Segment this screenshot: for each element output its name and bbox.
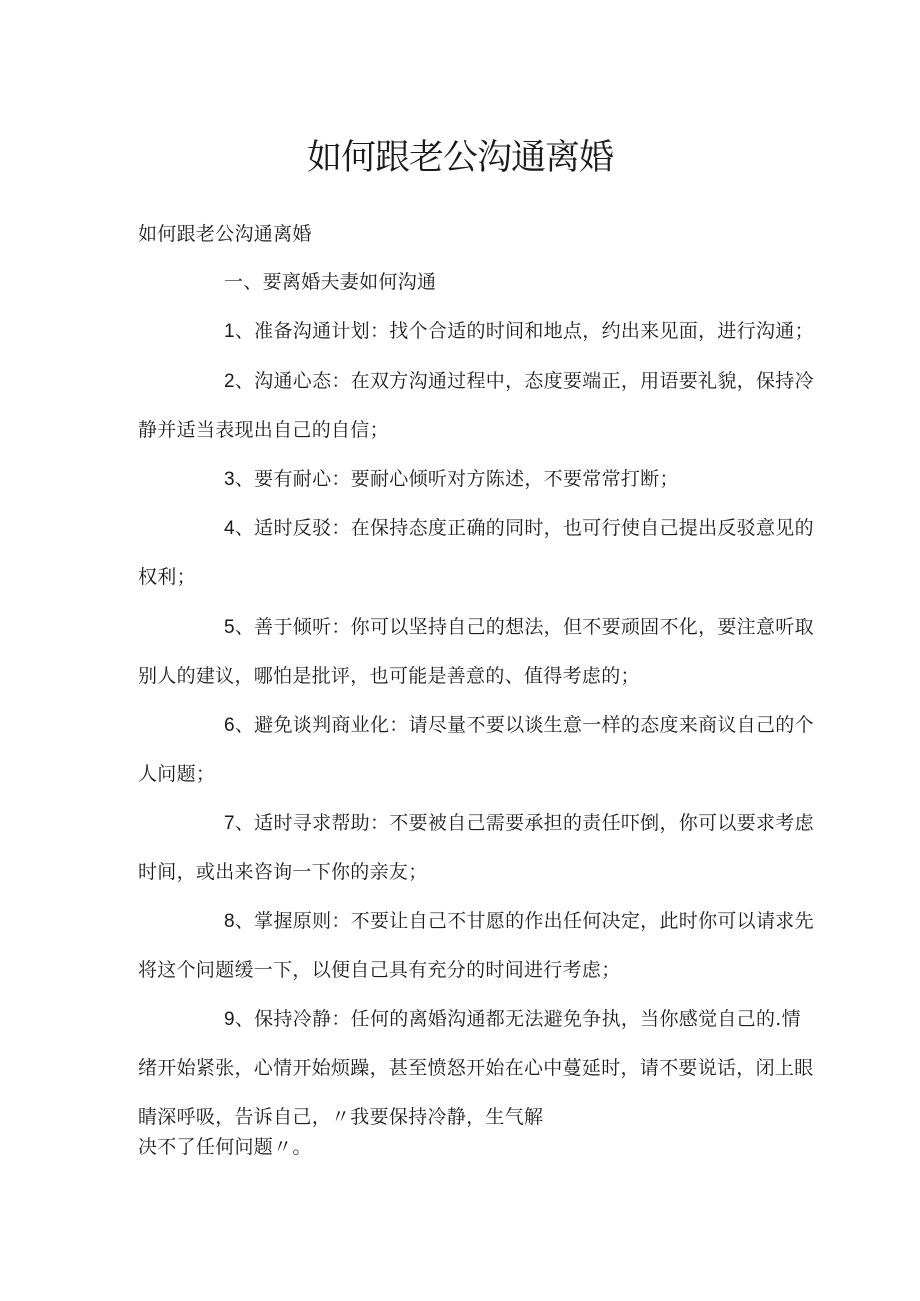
list-item-line: [224, 711, 814, 740]
list-item-line: 睛深呼吸，告诉自己，〃我要保持冷静，生气解: [138, 1106, 544, 1128]
list-item-line: [224, 514, 814, 543]
list-item-line: [224, 1005, 801, 1034]
item-text: 、沟通心态：在双方沟通过程中，态度要端正，用语要礼貌，保持冷: [234, 370, 814, 392]
item-number: 4: [224, 518, 235, 539]
list-item-line: 绪开始紧张，心情开始烦躁，甚至愤怒开始在心中蔓延时，请不要说话，闭上眼: [138, 1057, 814, 1079]
list-item-line: 决不了任何问题〃。: [138, 1136, 312, 1158]
item-number: 5: [224, 617, 235, 638]
item-text: 、要有耐心：要耐心倾听对方陈述，不要常常打断；: [234, 468, 679, 490]
item-number: 7: [224, 813, 235, 834]
item-text: 、适时寻求帮助：不要被自己需要承担的责任吓倒，你可以要求考虑: [234, 812, 814, 834]
list-item-line: 静并适当表现出自己的自信；: [138, 419, 389, 441]
item-text: 、善于倾听：你可以坚持自己的想法，但不要顽固不化，要注意听取: [234, 616, 814, 638]
section-heading: 一、要离婚夫妻如何沟通: [224, 271, 437, 293]
list-item-line: [224, 613, 814, 642]
item-text: 、保持冷静：任何的离婚沟通都无法避免争执，当你感觉自己的.情: [234, 1008, 801, 1030]
item-number: 9: [224, 1009, 235, 1030]
list-item-line: 时间，或出来咨询一下你的亲友；: [138, 861, 428, 883]
list-item-line: [224, 465, 679, 494]
list-item-line: 人问题；: [138, 763, 216, 785]
item-number: 6: [224, 715, 235, 736]
list-item-line: 将这个问题缓一下，以便自己具有充分的时间进行考虑；: [138, 959, 621, 981]
list-item-line: [224, 367, 814, 396]
item-number: 2: [224, 371, 235, 392]
item-text: 、准备沟通计划：找个合适的时间和地点，约出来见面，进行沟通；: [234, 320, 814, 342]
item-text: 、避免谈判商业化：请尽量不要以谈生意一样的态度来商议自己的个: [234, 714, 814, 736]
list-item-line: [224, 809, 814, 838]
item-number: 3: [224, 469, 235, 490]
item-number: 1: [224, 321, 235, 342]
item-text: 、适时反驳：在保持态度正确的同时，也可行使自己提出反驳意见的: [234, 517, 814, 539]
document-title: 如何跟老公沟通离婚: [306, 138, 613, 178]
list-item-line: 别人的建议，哪怕是批评，也可能是善意的、值得考虑的；: [138, 665, 640, 687]
item-text: 、掌握原则：不要让自己不甘愿的作出任何决定，此时你可以请求先: [234, 910, 814, 932]
list-item-line: [224, 317, 814, 346]
list-item-line: 权利；: [138, 566, 196, 588]
document-subtitle: 如何跟老公沟通离婚: [138, 223, 312, 245]
list-item-line: [224, 907, 814, 936]
item-number: 8: [224, 911, 235, 932]
